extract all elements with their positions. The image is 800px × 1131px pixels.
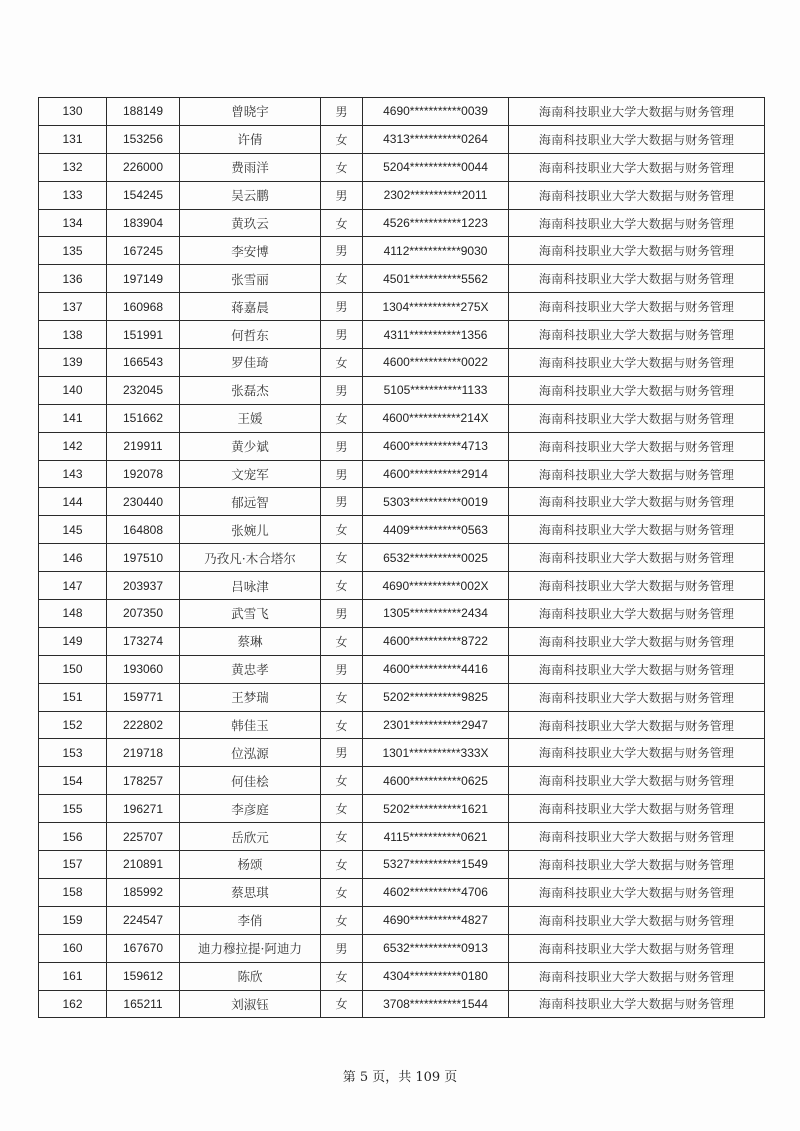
seq-cell: 143 bbox=[39, 460, 107, 488]
name-cell: 吕咏津 bbox=[180, 572, 321, 600]
gender-cell: 女 bbox=[321, 404, 363, 432]
department-cell: 海南科技职业大学大数据与财务管理 bbox=[509, 181, 765, 209]
page-footer: 第 5 页，共 109 页 bbox=[342, 1070, 458, 1085]
department-cell: 海南科技职业大学大数据与财务管理 bbox=[509, 739, 765, 767]
id-card-cell: 4409***********0563 bbox=[363, 516, 509, 544]
student-id-cell: 224547 bbox=[107, 906, 180, 934]
student-id-cell: 203937 bbox=[107, 572, 180, 600]
student-id-cell: 225707 bbox=[107, 823, 180, 851]
seq-cell: 153 bbox=[39, 739, 107, 767]
department-cell: 海南科技职业大学大数据与财务管理 bbox=[509, 265, 765, 293]
table-row bbox=[39, 572, 765, 600]
gender-cell: 男 bbox=[321, 181, 363, 209]
name-cell: 乃孜凡·木合塔尔 bbox=[180, 544, 321, 572]
gender-cell: 女 bbox=[321, 125, 363, 153]
seq-cell: 146 bbox=[39, 544, 107, 572]
name-cell: 罗佳琦 bbox=[180, 349, 321, 377]
department-cell: 海南科技职业大学大数据与财务管理 bbox=[509, 321, 765, 349]
id-card-cell: 4690***********4827 bbox=[363, 906, 509, 934]
gender-cell: 女 bbox=[321, 516, 363, 544]
gender-cell: 男 bbox=[321, 600, 363, 628]
student-id-cell: 232045 bbox=[107, 376, 180, 404]
table-row bbox=[39, 962, 765, 990]
table-row bbox=[39, 153, 765, 181]
department-cell: 海南科技职业大学大数据与财务管理 bbox=[509, 432, 765, 460]
student-id-cell: 222802 bbox=[107, 711, 180, 739]
id-card-cell: 3708***********1544 bbox=[363, 990, 509, 1018]
gender-cell: 女 bbox=[321, 990, 363, 1018]
department-cell: 海南科技职业大学大数据与财务管理 bbox=[509, 349, 765, 377]
id-card-cell: 4600***********0625 bbox=[363, 767, 509, 795]
student-id-cell: 153256 bbox=[107, 125, 180, 153]
seq-cell: 130 bbox=[39, 98, 107, 126]
student-id-cell: 192078 bbox=[107, 460, 180, 488]
student-id-cell: 166543 bbox=[107, 349, 180, 377]
name-cell: 郁远智 bbox=[180, 488, 321, 516]
gender-cell: 男 bbox=[321, 432, 363, 460]
student-id-cell: 196271 bbox=[107, 795, 180, 823]
gender-cell: 男 bbox=[321, 293, 363, 321]
seq-cell: 156 bbox=[39, 823, 107, 851]
student-id-cell: 159612 bbox=[107, 962, 180, 990]
table-row bbox=[39, 516, 765, 544]
gender-cell: 男 bbox=[321, 98, 363, 126]
seq-cell: 158 bbox=[39, 878, 107, 906]
name-cell: 吴云鹏 bbox=[180, 181, 321, 209]
seq-cell: 159 bbox=[39, 906, 107, 934]
department-cell: 海南科技职业大学大数据与财务管理 bbox=[509, 934, 765, 962]
name-cell: 杨颂 bbox=[180, 851, 321, 879]
gender-cell: 女 bbox=[321, 572, 363, 600]
table-row bbox=[39, 237, 765, 265]
department-cell: 海南科技职业大学大数据与财务管理 bbox=[509, 516, 765, 544]
id-card-cell: 1301***********333X bbox=[363, 739, 509, 767]
name-cell: 武雪飞 bbox=[180, 600, 321, 628]
student-id-cell: 167245 bbox=[107, 237, 180, 265]
department-cell: 海南科技职业大学大数据与财务管理 bbox=[509, 767, 765, 795]
name-cell: 岳欣元 bbox=[180, 823, 321, 851]
department-cell: 海南科技职业大学大数据与财务管理 bbox=[509, 600, 765, 628]
gender-cell: 女 bbox=[321, 795, 363, 823]
name-cell: 韩佳玉 bbox=[180, 711, 321, 739]
department-cell: 海南科技职业大学大数据与财务管理 bbox=[509, 655, 765, 683]
department-cell: 海南科技职业大学大数据与财务管理 bbox=[509, 990, 765, 1018]
student-id-cell: 178257 bbox=[107, 767, 180, 795]
table-row bbox=[39, 823, 765, 851]
seq-cell: 149 bbox=[39, 627, 107, 655]
table-body bbox=[39, 98, 765, 1018]
gender-cell: 男 bbox=[321, 237, 363, 265]
gender-cell: 女 bbox=[321, 962, 363, 990]
department-cell: 海南科技职业大学大数据与财务管理 bbox=[509, 795, 765, 823]
student-id-cell: 159771 bbox=[107, 683, 180, 711]
id-card-cell: 4304***********0180 bbox=[363, 962, 509, 990]
seq-cell: 142 bbox=[39, 432, 107, 460]
department-cell: 海南科技职业大学大数据与财务管理 bbox=[509, 851, 765, 879]
id-card-cell: 4311***********1356 bbox=[363, 321, 509, 349]
table-row bbox=[39, 767, 765, 795]
department-cell: 海南科技职业大学大数据与财务管理 bbox=[509, 460, 765, 488]
table-row bbox=[39, 488, 765, 516]
name-cell: 王梦瑞 bbox=[180, 683, 321, 711]
id-card-cell: 5327***********1549 bbox=[363, 851, 509, 879]
department-cell: 海南科技职业大学大数据与财务管理 bbox=[509, 823, 765, 851]
table-row bbox=[39, 321, 765, 349]
table-row bbox=[39, 795, 765, 823]
student-id-cell: 154245 bbox=[107, 181, 180, 209]
id-card-cell: 5202***********9825 bbox=[363, 683, 509, 711]
seq-cell: 150 bbox=[39, 655, 107, 683]
seq-cell: 145 bbox=[39, 516, 107, 544]
seq-cell: 138 bbox=[39, 321, 107, 349]
department-cell: 海南科技职业大学大数据与财务管理 bbox=[509, 404, 765, 432]
table-row bbox=[39, 460, 765, 488]
table-row bbox=[39, 265, 765, 293]
id-card-cell: 4600***********4416 bbox=[363, 655, 509, 683]
seq-cell: 135 bbox=[39, 237, 107, 265]
department-cell: 海南科技职业大学大数据与财务管理 bbox=[509, 962, 765, 990]
table-row bbox=[39, 293, 765, 321]
table-row bbox=[39, 349, 765, 377]
gender-cell: 男 bbox=[321, 934, 363, 962]
seq-cell: 148 bbox=[39, 600, 107, 628]
id-card-cell: 4112***********9030 bbox=[363, 237, 509, 265]
seq-cell: 147 bbox=[39, 572, 107, 600]
seq-cell: 137 bbox=[39, 293, 107, 321]
name-cell: 李俏 bbox=[180, 906, 321, 934]
name-cell: 许倩 bbox=[180, 125, 321, 153]
department-cell: 海南科技职业大学大数据与财务管理 bbox=[509, 878, 765, 906]
id-card-cell: 5202***********1621 bbox=[363, 795, 509, 823]
id-card-cell: 5105***********1133 bbox=[363, 376, 509, 404]
seq-cell: 136 bbox=[39, 265, 107, 293]
department-cell: 海南科技职业大学大数据与财务管理 bbox=[509, 488, 765, 516]
department-cell: 海南科技职业大学大数据与财务管理 bbox=[509, 572, 765, 600]
student-id-cell: 173274 bbox=[107, 627, 180, 655]
id-card-cell: 2302***********2011 bbox=[363, 181, 509, 209]
department-cell: 海南科技职业大学大数据与财务管理 bbox=[509, 376, 765, 404]
gender-cell: 女 bbox=[321, 851, 363, 879]
gender-cell: 女 bbox=[321, 209, 363, 237]
id-card-cell: 4501***********5562 bbox=[363, 265, 509, 293]
name-cell: 刘淑钰 bbox=[180, 990, 321, 1018]
table-row bbox=[39, 404, 765, 432]
name-cell: 张磊杰 bbox=[180, 376, 321, 404]
gender-cell: 女 bbox=[321, 906, 363, 934]
table-row bbox=[39, 934, 765, 962]
student-id-cell: 197510 bbox=[107, 544, 180, 572]
id-card-cell: 4600***********214X bbox=[363, 404, 509, 432]
seq-cell: 132 bbox=[39, 153, 107, 181]
department-cell: 海南科技职业大学大数据与财务管理 bbox=[509, 683, 765, 711]
gender-cell: 男 bbox=[321, 655, 363, 683]
student-id-cell: 164808 bbox=[107, 516, 180, 544]
seq-cell: 140 bbox=[39, 376, 107, 404]
name-cell: 蒋嘉晨 bbox=[180, 293, 321, 321]
student-id-cell: 183904 bbox=[107, 209, 180, 237]
seq-cell: 155 bbox=[39, 795, 107, 823]
id-card-cell: 4600***********8722 bbox=[363, 627, 509, 655]
department-cell: 海南科技职业大学大数据与财务管理 bbox=[509, 544, 765, 572]
table-row bbox=[39, 544, 765, 572]
seq-cell: 152 bbox=[39, 711, 107, 739]
table-row bbox=[39, 600, 765, 628]
id-card-cell: 4602***********4706 bbox=[363, 878, 509, 906]
id-card-cell: 4600***********0022 bbox=[363, 349, 509, 377]
department-cell: 海南科技职业大学大数据与财务管理 bbox=[509, 293, 765, 321]
table-row bbox=[39, 990, 765, 1018]
table-row bbox=[39, 683, 765, 711]
gender-cell: 男 bbox=[321, 376, 363, 404]
name-cell: 黄玖云 bbox=[180, 209, 321, 237]
id-card-cell: 4526***********1223 bbox=[363, 209, 509, 237]
gender-cell: 女 bbox=[321, 878, 363, 906]
seq-cell: 141 bbox=[39, 404, 107, 432]
id-card-cell: 4600***********2914 bbox=[363, 460, 509, 488]
id-card-cell: 1304***********275X bbox=[363, 293, 509, 321]
gender-cell: 女 bbox=[321, 544, 363, 572]
gender-cell: 女 bbox=[321, 265, 363, 293]
table-row bbox=[39, 655, 765, 683]
student-id-cell: 151991 bbox=[107, 321, 180, 349]
gender-cell: 女 bbox=[321, 683, 363, 711]
gender-cell: 男 bbox=[321, 488, 363, 516]
name-cell: 张雪丽 bbox=[180, 265, 321, 293]
department-cell: 海南科技职业大学大数据与财务管理 bbox=[509, 209, 765, 237]
gender-cell: 女 bbox=[321, 627, 363, 655]
student-id-cell: 207350 bbox=[107, 600, 180, 628]
id-card-cell: 4690***********0039 bbox=[363, 98, 509, 126]
seq-cell: 134 bbox=[39, 209, 107, 237]
department-cell: 海南科技职业大学大数据与财务管理 bbox=[509, 153, 765, 181]
student-id-cell: 226000 bbox=[107, 153, 180, 181]
gender-cell: 女 bbox=[321, 711, 363, 739]
name-cell: 李彦庭 bbox=[180, 795, 321, 823]
table-row bbox=[39, 906, 765, 934]
seq-cell: 144 bbox=[39, 488, 107, 516]
table-row bbox=[39, 181, 765, 209]
student-id-cell: 160968 bbox=[107, 293, 180, 321]
department-cell: 海南科技职业大学大数据与财务管理 bbox=[509, 627, 765, 655]
student-id-cell: 197149 bbox=[107, 265, 180, 293]
name-cell: 王媛 bbox=[180, 404, 321, 432]
gender-cell: 女 bbox=[321, 823, 363, 851]
id-card-cell: 1305***********2434 bbox=[363, 600, 509, 628]
seq-cell: 154 bbox=[39, 767, 107, 795]
table-row bbox=[39, 432, 765, 460]
gender-cell: 女 bbox=[321, 349, 363, 377]
student-id-cell: 167670 bbox=[107, 934, 180, 962]
seq-cell: 162 bbox=[39, 990, 107, 1018]
seq-cell: 161 bbox=[39, 962, 107, 990]
department-cell: 海南科技职业大学大数据与财务管理 bbox=[509, 711, 765, 739]
seq-cell: 151 bbox=[39, 683, 107, 711]
name-cell: 蔡琳 bbox=[180, 627, 321, 655]
department-cell: 海南科技职业大学大数据与财务管理 bbox=[509, 98, 765, 126]
id-card-cell: 5303***********0019 bbox=[363, 488, 509, 516]
id-card-cell: 6532***********0913 bbox=[363, 934, 509, 962]
name-cell: 蔡思琪 bbox=[180, 878, 321, 906]
student-id-cell: 185992 bbox=[107, 878, 180, 906]
id-card-cell: 4313***********0264 bbox=[363, 125, 509, 153]
department-cell: 海南科技职业大学大数据与财务管理 bbox=[509, 125, 765, 153]
student-id-cell: 219718 bbox=[107, 739, 180, 767]
student-id-cell: 193060 bbox=[107, 655, 180, 683]
seq-cell: 131 bbox=[39, 125, 107, 153]
name-cell: 曾晓宇 bbox=[180, 98, 321, 126]
id-card-cell: 2301***********2947 bbox=[363, 711, 509, 739]
student-id-cell: 210891 bbox=[107, 851, 180, 879]
table-row bbox=[39, 376, 765, 404]
name-cell: 李安博 bbox=[180, 237, 321, 265]
gender-cell: 男 bbox=[321, 321, 363, 349]
name-cell: 陈欣 bbox=[180, 962, 321, 990]
table-row bbox=[39, 627, 765, 655]
id-card-cell: 4600***********4713 bbox=[363, 432, 509, 460]
department-cell: 海南科技职业大学大数据与财务管理 bbox=[509, 906, 765, 934]
table-row bbox=[39, 125, 765, 153]
student-id-cell: 230440 bbox=[107, 488, 180, 516]
table-row bbox=[39, 851, 765, 879]
name-cell: 位泓源 bbox=[180, 739, 321, 767]
seq-cell: 139 bbox=[39, 349, 107, 377]
table-row bbox=[39, 209, 765, 237]
gender-cell: 女 bbox=[321, 153, 363, 181]
id-card-cell: 4690***********002X bbox=[363, 572, 509, 600]
id-card-cell: 6532***********0025 bbox=[363, 544, 509, 572]
table-row bbox=[39, 878, 765, 906]
table-row bbox=[39, 98, 765, 126]
gender-cell: 女 bbox=[321, 767, 363, 795]
table-row bbox=[39, 739, 765, 767]
id-card-cell: 4115***********0621 bbox=[363, 823, 509, 851]
student-table bbox=[38, 97, 765, 1018]
name-cell: 何佳桧 bbox=[180, 767, 321, 795]
id-card-cell: 5204***********0044 bbox=[363, 153, 509, 181]
name-cell: 黄少斌 bbox=[180, 432, 321, 460]
gender-cell: 男 bbox=[321, 460, 363, 488]
seq-cell: 157 bbox=[39, 851, 107, 879]
department-cell: 海南科技职业大学大数据与财务管理 bbox=[509, 237, 765, 265]
name-cell: 张婉儿 bbox=[180, 516, 321, 544]
name-cell: 迪力穆拉提·阿迪力 bbox=[180, 934, 321, 962]
student-id-cell: 151662 bbox=[107, 404, 180, 432]
student-id-cell: 165211 bbox=[107, 990, 180, 1018]
student-id-cell: 219911 bbox=[107, 432, 180, 460]
table-row bbox=[39, 711, 765, 739]
seq-cell: 160 bbox=[39, 934, 107, 962]
name-cell: 黄忠孝 bbox=[180, 655, 321, 683]
student-id-cell: 188149 bbox=[107, 98, 180, 126]
name-cell: 何哲东 bbox=[180, 321, 321, 349]
gender-cell: 男 bbox=[321, 739, 363, 767]
seq-cell: 133 bbox=[39, 181, 107, 209]
name-cell: 文宠军 bbox=[180, 460, 321, 488]
name-cell: 费雨洋 bbox=[180, 153, 321, 181]
